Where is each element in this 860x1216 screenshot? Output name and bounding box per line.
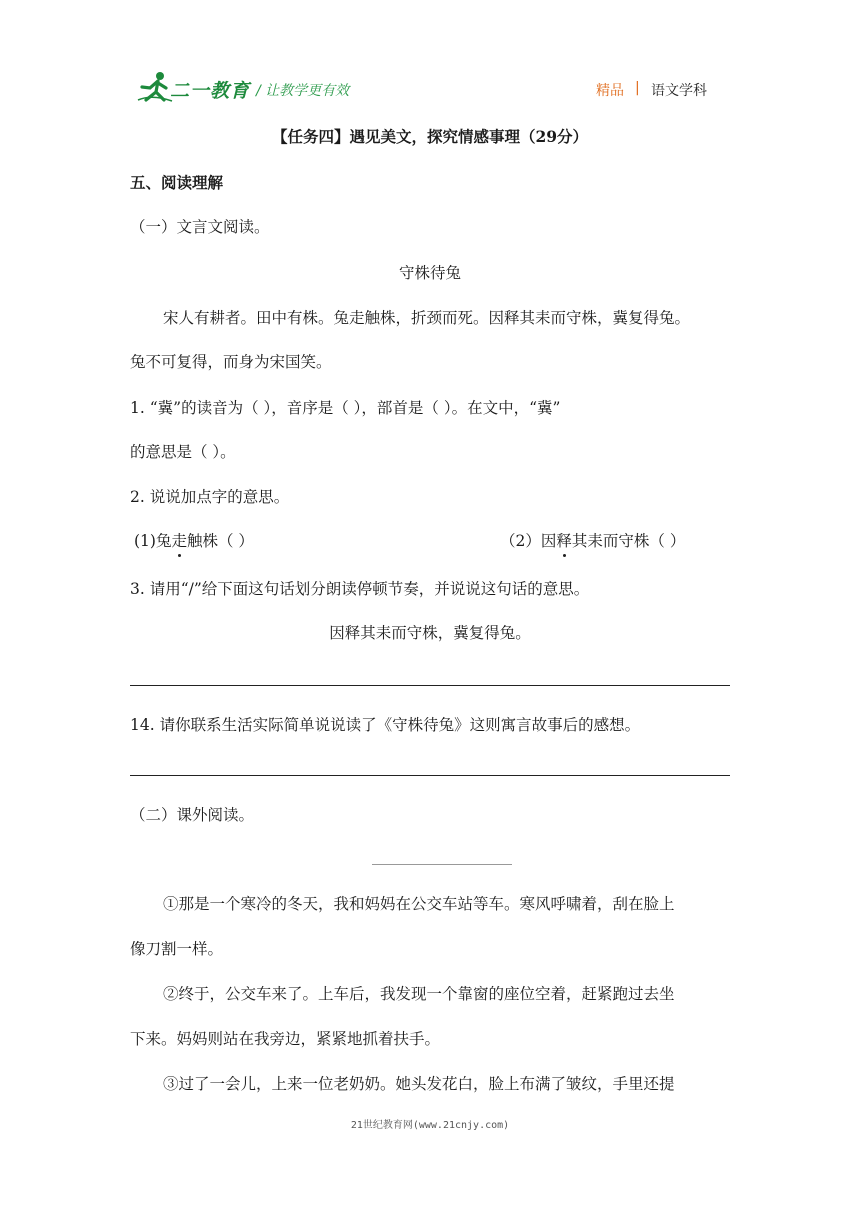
- passage-title: 守株待兔: [398, 264, 461, 282]
- page-footer: 21世纪教育网(www.21cnjy.com): [350, 1120, 510, 1131]
- tag-jingpin: 精品: [596, 83, 624, 99]
- classical-label: （一）文言文阅读。: [130, 218, 270, 236]
- tag-separator: |: [635, 80, 640, 96]
- q2-2-dotted-char: 释: [556, 532, 572, 550]
- answer-line-1: [130, 685, 730, 686]
- brand-slogan: / 让教学更有效: [256, 83, 350, 99]
- question-2-item-2: [500, 530, 685, 552]
- extracurricular-label: （二）课外阅读。: [130, 806, 255, 824]
- q2-1-suffix: 触株（ ）: [186, 532, 254, 550]
- question-1-line-2: 的意思是（ ）。: [130, 443, 236, 461]
- article-p1-line-1: ①那是一个寒冷的冬天，我和妈妈在公交车站等车。寒风呼啸着，刮在脸上: [163, 895, 675, 913]
- article-p2-line-1: ②终于，公交车来了。上车后，我发现一个靠窗的座位空着，赶紧跑过去坐: [163, 985, 675, 1003]
- brand-logo-text: 二一教育: [170, 80, 251, 102]
- question-2: 2. 说说加点字的意思。: [130, 488, 290, 506]
- question-3-sentence: 因释其耒而守株，冀复得兔。: [329, 624, 531, 642]
- article-p1-line-2: 像刀割一样。: [130, 940, 224, 958]
- passage-line-1: 宋人有耕者。田中有株。兔走触株，折颈而死。因释其耒而守株，冀复得兔。: [163, 309, 691, 327]
- answer-line-2: [130, 775, 730, 776]
- q2-2-suffix: 其耒而守株（ ）: [571, 532, 686, 550]
- question-3: 3. 请用“/”给下面这句话划分朗读停顿节奏，并说说这句话的意思。: [130, 580, 590, 598]
- question-1-line-1: 1. “冀”的读音为（ ），音序是（ ），部首是（ ）。在文中，“冀”: [130, 399, 561, 417]
- question-14: 14. 请你联系生活实际简单说说读了《守株待兔》这则寓言故事后的感想。: [130, 716, 641, 734]
- q2-1-prefix: (1)兔: [134, 532, 172, 550]
- blank-title-line: [372, 864, 512, 865]
- article-p3-line-1: ③过了一会儿，上来一位老奶奶。她头发花白，脸上布满了皱纹，手里还提: [163, 1075, 675, 1093]
- passage-line-2: 兔不可复得，而身为宋国笑。: [130, 353, 332, 371]
- q2-1-dotted-char: 走: [171, 532, 187, 550]
- section-title: 【任务四】遇见美文，探究情感事理（29分）: [271, 127, 589, 146]
- part-heading: 五、阅读理解: [130, 173, 224, 192]
- article-p2-line-2: 下来。妈妈则站在我旁边，紧紧地抓着扶手。: [130, 1030, 441, 1048]
- tag-subject: 语文学科: [651, 83, 707, 99]
- question-2-item-1: [134, 530, 254, 552]
- q2-2-prefix: （2）因: [500, 532, 557, 550]
